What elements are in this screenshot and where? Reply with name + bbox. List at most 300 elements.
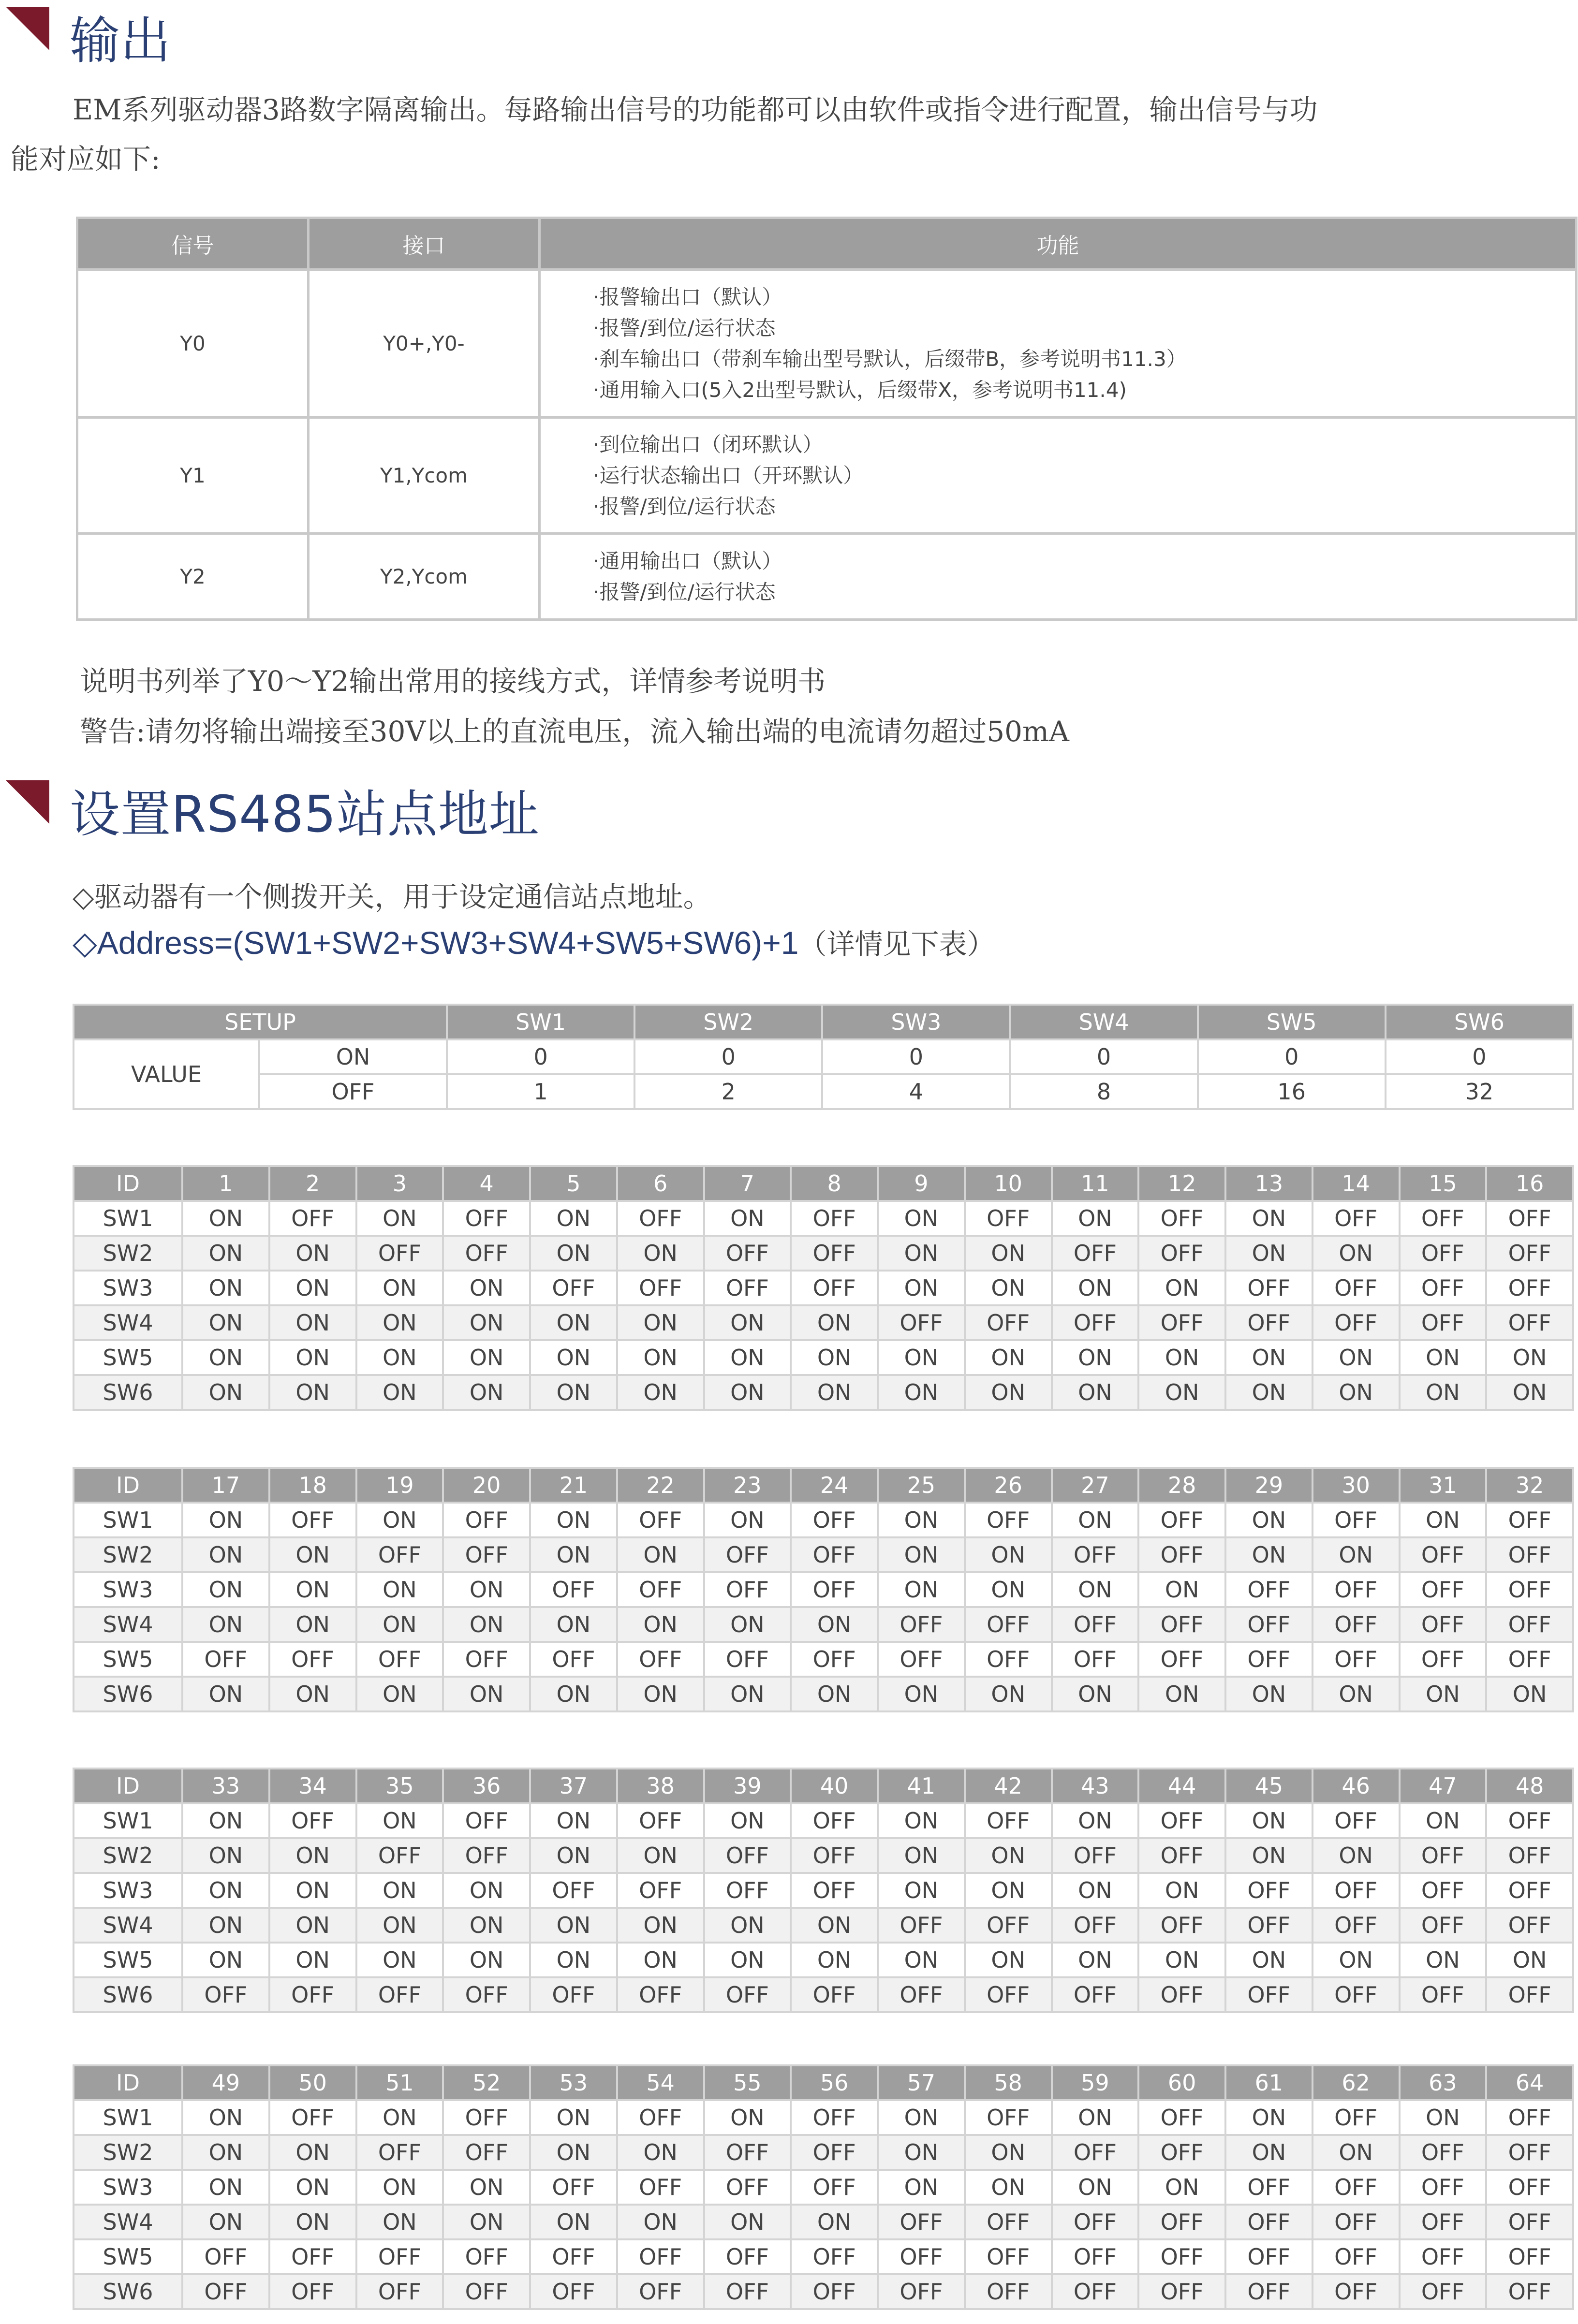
- switch-state-cell: ON: [965, 1537, 1052, 1572]
- output-intro-line2: 能对应如下:: [11, 143, 161, 175]
- switch-state-cell: ON: [1052, 1271, 1139, 1305]
- address-formula: ◇Address=(SW1+SW2+SW3+SW4+SW5+SW6)+1: [73, 925, 799, 961]
- switch-state-cell: OFF: [1400, 2170, 1487, 2205]
- off-value: 8: [1010, 1074, 1197, 1109]
- switch-state-cell: ON: [617, 1838, 704, 1873]
- switch-state-cell: OFF: [1313, 1305, 1400, 1340]
- switch-state-cell: OFF: [965, 1908, 1052, 1943]
- switch-state-cell: OFF: [1138, 1977, 1225, 2012]
- switch-state-cell: OFF: [1225, 1271, 1313, 1305]
- switch-state-cell: OFF: [1486, 1201, 1573, 1236]
- id-number: 26: [965, 1468, 1052, 1503]
- id-number: 14: [1313, 1166, 1400, 1201]
- switch-state-cell: ON: [878, 1838, 965, 1873]
- switch-state-cell: ON: [965, 1873, 1052, 1908]
- switch-state-cell: ON: [356, 2100, 443, 2135]
- switch-state-cell: ON: [530, 1537, 617, 1572]
- id-number: 39: [704, 1769, 791, 1803]
- switch-state-cell: ON: [704, 1340, 791, 1375]
- id-number: 22: [617, 1468, 704, 1503]
- switch-state-cell: OFF: [1400, 2239, 1487, 2274]
- switch-state-cell: OFF: [1052, 1642, 1139, 1677]
- switch-state-cell: OFF: [1486, 2135, 1573, 2170]
- switch-state-cell: ON: [617, 1375, 704, 1410]
- switch-state-cell: OFF: [443, 2135, 530, 2170]
- switch-state-cell: ON: [443, 1375, 530, 1410]
- switch-state-cell: ON: [269, 1236, 356, 1271]
- switch-state-cell: OFF: [878, 2239, 965, 2274]
- function-line: ·运行状态输出口（开环默认）: [593, 463, 864, 487]
- switch-state-cell: ON: [1052, 2100, 1139, 2135]
- switch-state-cell: ON: [1138, 1340, 1225, 1375]
- switch-state-cell: OFF: [443, 1236, 530, 1271]
- id-number: 30: [1313, 1468, 1400, 1503]
- switch-state-cell: ON: [182, 1271, 269, 1305]
- switch-state-cell: OFF: [1138, 1201, 1225, 1236]
- switch-state-cell: OFF: [1313, 1642, 1400, 1677]
- id-number: 56: [791, 2065, 878, 2100]
- switch-state-cell: ON: [791, 1943, 878, 1977]
- id-number: 29: [1225, 1468, 1313, 1503]
- switch-state-cell: OFF: [1225, 1908, 1313, 1943]
- switch-state-cell: ON: [791, 2205, 878, 2239]
- switch-label: SW6: [74, 1677, 182, 1711]
- switch-state-cell: ON: [530, 1677, 617, 1711]
- switch-state-cell: OFF: [1052, 2239, 1139, 2274]
- switch-state-cell: OFF: [791, 1803, 878, 1838]
- id-number: 44: [1138, 1769, 1225, 1803]
- switch-state-cell: OFF: [791, 1537, 878, 1572]
- switch-state-cell: OFF: [791, 1503, 878, 1537]
- switch-state-row: [74, 2170, 1573, 2205]
- function-cell: [540, 534, 1577, 620]
- switch-state-cell: OFF: [1138, 2205, 1225, 2239]
- switch-state-cell: OFF: [1052, 1908, 1139, 1943]
- off-value: 2: [634, 1074, 822, 1109]
- switch-state-cell: OFF: [1138, 2274, 1225, 2309]
- switch-state-cell: ON: [1138, 1572, 1225, 1607]
- switch-state-cell: ON: [356, 2170, 443, 2205]
- signal-cell: Y2: [77, 534, 309, 620]
- switch-state-cell: OFF: [617, 1271, 704, 1305]
- port-cell: Y2,Ycom: [309, 534, 540, 620]
- switch-state-cell: ON: [1225, 1943, 1313, 1977]
- switch-state-cell: OFF: [530, 1271, 617, 1305]
- switch-state-cell: OFF: [530, 1642, 617, 1677]
- switch-state-cell: OFF: [1138, 1236, 1225, 1271]
- switch-state-cell: ON: [965, 2170, 1052, 2205]
- port-cell: Y1,Ycom: [309, 418, 540, 534]
- switch-state-cell: OFF: [791, 1642, 878, 1677]
- on-value: 0: [447, 1039, 634, 1074]
- switch-state-cell: OFF: [182, 1977, 269, 2012]
- switch-state-cell: OFF: [1486, 1607, 1573, 1642]
- switch-state-cell: OFF: [530, 1873, 617, 1908]
- switch-state-cell: OFF: [530, 1572, 617, 1607]
- switch-state-cell: ON: [1313, 1236, 1400, 1271]
- switch-state-row: [74, 1803, 1573, 1838]
- id-number: 27: [1052, 1468, 1139, 1503]
- switch-state-cell: ON: [443, 1607, 530, 1642]
- switch-state-cell: OFF: [1313, 1908, 1400, 1943]
- switch-state-cell: ON: [1138, 1375, 1225, 1410]
- switch-state-cell: ON: [1225, 1201, 1313, 1236]
- switch-state-cell: OFF: [356, 1977, 443, 2012]
- switch-state-cell: ON: [530, 2205, 617, 2239]
- switch-state-row: [74, 1236, 1573, 1271]
- switch-state-cell: ON: [617, 1340, 704, 1375]
- id-number: 58: [965, 2065, 1052, 2100]
- switch-state-cell: OFF: [443, 1803, 530, 1838]
- id-number: 19: [356, 1468, 443, 1503]
- switch-state-row: [74, 1305, 1573, 1340]
- switch-state-cell: ON: [269, 1375, 356, 1410]
- switch-state-cell: ON: [443, 1873, 530, 1908]
- id-number: 49: [182, 2065, 269, 2100]
- id-number: 50: [269, 2065, 356, 2100]
- switch-state-cell: ON: [704, 1503, 791, 1537]
- switch-state-cell: ON: [791, 1607, 878, 1642]
- switch-state-cell: ON: [1313, 1537, 1400, 1572]
- switch-state-row: [74, 1503, 1573, 1537]
- switch-state-cell: ON: [530, 1908, 617, 1943]
- switch-label: SW4: [74, 1607, 182, 1642]
- output-row-y2: [77, 534, 1577, 620]
- switch-state-cell: ON: [1052, 2170, 1139, 2205]
- switch-state-row: [74, 1838, 1573, 1873]
- id-number: 18: [269, 1468, 356, 1503]
- output-signal-table: [76, 217, 1578, 621]
- id-number: 31: [1400, 1468, 1487, 1503]
- switch-state-cell: ON: [182, 1503, 269, 1537]
- switch-state-cell: ON: [617, 1305, 704, 1340]
- rs485-line1: ◇驱动器有一个侧拨开关，用于设定通信站点地址。: [73, 880, 711, 913]
- switch-state-cell: OFF: [1400, 1607, 1487, 1642]
- switch-state-cell: ON: [878, 1201, 965, 1236]
- id-number: 47: [1400, 1769, 1487, 1803]
- switch-state-cell: OFF: [617, 1642, 704, 1677]
- switch-state-cell: OFF: [1313, 2100, 1400, 2135]
- switch-state-cell: ON: [356, 1803, 443, 1838]
- switch-state-row: [74, 1537, 1573, 1572]
- switch-state-row: [74, 1977, 1573, 2012]
- id-number: 24: [791, 1468, 878, 1503]
- switch-value-header: [74, 1005, 1573, 1039]
- output-note2: 警告:请勿将输出端接至30V以上的直流电压，流入输出端的电流请勿超过50mA: [80, 715, 1069, 748]
- id-table: [73, 1467, 1574, 1712]
- switch-state-cell: OFF: [1052, 1305, 1139, 1340]
- id-header-row: [74, 1769, 1573, 1803]
- switch-state-cell: ON: [182, 1201, 269, 1236]
- switch-state-cell: ON: [356, 1607, 443, 1642]
- id-number: 48: [1486, 1769, 1573, 1803]
- switch-state-cell: OFF: [1052, 1977, 1139, 2012]
- switch-state-cell: ON: [1225, 1838, 1313, 1873]
- switch-state-cell: OFF: [1486, 1838, 1573, 1873]
- switch-state-cell: ON: [182, 2135, 269, 2170]
- switch-state-cell: ON: [182, 1803, 269, 1838]
- switch-state-cell: OFF: [1225, 1572, 1313, 1607]
- output-note1: 说明书列举了Y0～Y2输出常用的接线方式，详情参考说明书: [80, 665, 826, 698]
- id-number: 63: [1400, 2065, 1487, 2100]
- switch-state-cell: ON: [965, 1572, 1052, 1607]
- output-table-header: [77, 218, 1577, 270]
- switch-state-cell: OFF: [1400, 1838, 1487, 1873]
- switch-state-cell: OFF: [1138, 1607, 1225, 1642]
- switch-state-cell: OFF: [1225, 1977, 1313, 2012]
- switch-state-cell: OFF: [704, 1642, 791, 1677]
- switch-state-cell: OFF: [1225, 1873, 1313, 1908]
- id-header-row: [74, 1468, 1573, 1503]
- id-number: 4: [443, 1166, 530, 1201]
- switch-state-cell: OFF: [965, 1503, 1052, 1537]
- switch-state-cell: ON: [704, 1943, 791, 1977]
- switch-state-cell: OFF: [443, 1642, 530, 1677]
- switch-state-cell: OFF: [1400, 1977, 1487, 2012]
- switch-state-cell: OFF: [1138, 1803, 1225, 1838]
- switch-state-cell: ON: [965, 1838, 1052, 1873]
- switch-state-cell: ON: [269, 2135, 356, 2170]
- switch-state-cell: ON: [443, 2205, 530, 2239]
- switch-state-row: [74, 1677, 1573, 1711]
- switch-state-cell: OFF: [617, 2100, 704, 2135]
- switch-state-cell: OFF: [617, 2274, 704, 2309]
- switch-state-cell: OFF: [1400, 1201, 1487, 1236]
- switch-state-cell: ON: [356, 1572, 443, 1607]
- switch-state-cell: ON: [1225, 1340, 1313, 1375]
- output-intro-line1: EM系列驱动器3路数字隔离输出。每路输出信号的功能都可以由软件或指令进行配置，输出信号与功: [73, 93, 1318, 126]
- signal-cell: Y0: [77, 270, 309, 418]
- switch-state-cell: ON: [182, 1305, 269, 1340]
- switch-state-cell: ON: [1313, 1677, 1400, 1711]
- rs485-heading: [0, 774, 540, 846]
- switch-state-cell: ON: [1052, 1873, 1139, 1908]
- id-number: 6: [617, 1166, 704, 1201]
- switch-state-cell: ON: [1138, 1271, 1225, 1305]
- switch-state-cell: ON: [182, 1838, 269, 1873]
- switch-state-cell: OFF: [1400, 2205, 1487, 2239]
- switch-state-cell: OFF: [1225, 2274, 1313, 2309]
- switch-state-cell: ON: [1225, 1503, 1313, 1537]
- id-number: 35: [356, 1769, 443, 1803]
- id-number: 20: [443, 1468, 530, 1503]
- switch-state-cell: OFF: [269, 1503, 356, 1537]
- id-number: 51: [356, 2065, 443, 2100]
- switch-state-cell: OFF: [1486, 1271, 1573, 1305]
- switch-state-cell: ON: [878, 2135, 965, 2170]
- switch-label: SW1: [74, 1201, 182, 1236]
- switch-state-cell: OFF: [791, 1873, 878, 1908]
- switch-state-cell: OFF: [182, 1642, 269, 1677]
- switch-state-cell: ON: [1225, 2135, 1313, 2170]
- switch-state-cell: ON: [356, 1271, 443, 1305]
- switch-state-cell: ON: [1486, 1677, 1573, 1711]
- switch-state-row: [74, 2135, 1573, 2170]
- switch-state-cell: OFF: [443, 1537, 530, 1572]
- switch-state-cell: ON: [791, 1677, 878, 1711]
- switch-state-cell: OFF: [791, 2135, 878, 2170]
- switch-state-cell: ON: [530, 2100, 617, 2135]
- id-number: 32: [1486, 1468, 1573, 1503]
- switch-label: SW4: [74, 2205, 182, 2239]
- heading-triangle-icon: [6, 7, 49, 50]
- switch-state-cell: ON: [1313, 2135, 1400, 2170]
- switch-state-cell: ON: [1052, 1201, 1139, 1236]
- switch-state-cell: OFF: [530, 1977, 617, 2012]
- function-line: ·报警/到位/运行状态: [593, 580, 776, 604]
- id-number: 12: [1138, 1166, 1225, 1201]
- id-number: 3: [356, 1166, 443, 1201]
- switch-state-cell: ON: [269, 1873, 356, 1908]
- switch-state-cell: OFF: [443, 1201, 530, 1236]
- switch-state-row: [74, 1943, 1573, 1977]
- on-value: 0: [1386, 1039, 1573, 1074]
- switch-state-cell: OFF: [1138, 1503, 1225, 1537]
- switch-state-cell: OFF: [1486, 1572, 1573, 1607]
- switch-state-cell: OFF: [704, 2135, 791, 2170]
- switch-state-cell: OFF: [1313, 1607, 1400, 1642]
- id-table: [73, 1768, 1574, 2013]
- switch-state-cell: ON: [269, 1677, 356, 1711]
- switch-state-cell: OFF: [443, 2239, 530, 2274]
- switch-state-cell: ON: [530, 1340, 617, 1375]
- switch-state-cell: ON: [878, 1271, 965, 1305]
- switch-state-cell: ON: [791, 1305, 878, 1340]
- id-number: 28: [1138, 1468, 1225, 1503]
- switch-state-cell: OFF: [356, 2274, 443, 2309]
- switch-state-cell: OFF: [1138, 1838, 1225, 1873]
- on-value: 0: [1198, 1039, 1386, 1074]
- switch-state-cell: ON: [356, 1677, 443, 1711]
- switch-state-cell: OFF: [530, 2274, 617, 2309]
- switch-state-cell: ON: [356, 1908, 443, 1943]
- switch-state-cell: ON: [1052, 1375, 1139, 1410]
- switch-state-cell: ON: [878, 2100, 965, 2135]
- switch-state-cell: ON: [1138, 1943, 1225, 1977]
- output-row-y0: [77, 270, 1577, 418]
- id-number: 23: [704, 1468, 791, 1503]
- switch-state-cell: ON: [182, 1340, 269, 1375]
- function-line: ·报警/到位/运行状态: [593, 494, 776, 518]
- switch-state-cell: OFF: [617, 1873, 704, 1908]
- switch-state-cell: ON: [356, 1375, 443, 1410]
- function-line: ·报警输出口（默认）: [593, 285, 782, 309]
- switch-header: SW1: [447, 1005, 634, 1039]
- switch-state-cell: OFF: [1052, 2135, 1139, 2170]
- switch-state-cell: OFF: [1400, 1305, 1487, 1340]
- switch-state-cell: ON: [443, 1271, 530, 1305]
- id-number: 45: [1225, 1769, 1313, 1803]
- id-number: 61: [1225, 2065, 1313, 2100]
- switch-state-cell: ON: [1313, 1340, 1400, 1375]
- switch-state-cell: OFF: [617, 1201, 704, 1236]
- switch-state-cell: ON: [1313, 1375, 1400, 1410]
- id-number: 21: [530, 1468, 617, 1503]
- switch-state-cell: OFF: [704, 2170, 791, 2205]
- switch-state-cell: OFF: [791, 1572, 878, 1607]
- switch-state-row: [74, 1607, 1573, 1642]
- switch-state-cell: ON: [356, 2205, 443, 2239]
- switch-state-cell: OFF: [269, 2239, 356, 2274]
- switch-state-cell: OFF: [617, 1503, 704, 1537]
- switch-state-cell: ON: [704, 1607, 791, 1642]
- switch-state-cell: OFF: [1400, 1873, 1487, 1908]
- switch-state-cell: ON: [878, 1503, 965, 1537]
- switch-state-cell: ON: [1486, 1340, 1573, 1375]
- id-number: 33: [182, 1769, 269, 1803]
- id-number: 10: [965, 1166, 1052, 1201]
- switch-state-cell: ON: [1225, 1236, 1313, 1271]
- switch-state-row: [74, 1201, 1573, 1236]
- switch-state-cell: OFF: [1400, 2274, 1487, 2309]
- switch-state-cell: OFF: [617, 2239, 704, 2274]
- id-number: 16: [1486, 1166, 1573, 1201]
- switch-state-cell: ON: [269, 1943, 356, 1977]
- switch-state-cell: ON: [965, 1943, 1052, 1977]
- off-value: 32: [1386, 1074, 1573, 1109]
- switch-header: SW2: [634, 1005, 822, 1039]
- switch-label: SW3: [74, 1873, 182, 1908]
- function-line: ·刹车输出口（带刹车输出型号默认，后缀带B，参考说明书11.3）: [593, 347, 1187, 371]
- id-table: [73, 1165, 1574, 1411]
- function-line: ·通用输入口(5入2出型号默认，后缀带X，参考说明书11.4): [593, 378, 1127, 402]
- switch-state-cell: OFF: [791, 1838, 878, 1873]
- switch-state-cell: OFF: [791, 1977, 878, 2012]
- switch-state-cell: ON: [878, 1375, 965, 1410]
- id-number: 43: [1052, 1769, 1139, 1803]
- switch-state-cell: ON: [878, 1803, 965, 1838]
- switch-state-cell: OFF: [1400, 1572, 1487, 1607]
- output-row-y1: [77, 418, 1577, 534]
- switch-label: SW2: [74, 1537, 182, 1572]
- switch-state-cell: OFF: [1400, 1236, 1487, 1271]
- switch-state-cell: ON: [1313, 1943, 1400, 1977]
- id-number: 8: [791, 1166, 878, 1201]
- switch-state-cell: ON: [356, 1340, 443, 1375]
- switch-state-cell: OFF: [704, 1537, 791, 1572]
- switch-state-cell: OFF: [1486, 2170, 1573, 2205]
- off-value: 4: [822, 1074, 1010, 1109]
- switch-state-cell: OFF: [1486, 2274, 1573, 2309]
- function-cell: [540, 270, 1577, 418]
- switch-state-cell: ON: [443, 1943, 530, 1977]
- switch-state-cell: ON: [269, 1908, 356, 1943]
- switch-label: SW6: [74, 1977, 182, 2012]
- switch-state-cell: OFF: [356, 1642, 443, 1677]
- switch-state-cell: ON: [1052, 1340, 1139, 1375]
- switch-state-cell: ON: [530, 1943, 617, 1977]
- on-value: 0: [822, 1039, 1010, 1074]
- id-number: 53: [530, 2065, 617, 2100]
- switch-state-cell: OFF: [182, 2239, 269, 2274]
- switch-state-cell: ON: [1138, 1677, 1225, 1711]
- switch-state-cell: ON: [443, 1572, 530, 1607]
- switch-state-cell: ON: [443, 1677, 530, 1711]
- switch-state-cell: ON: [182, 2205, 269, 2239]
- switch-state-cell: ON: [878, 2170, 965, 2205]
- switch-state-cell: OFF: [1052, 1838, 1139, 1873]
- switch-state-row: [74, 1908, 1573, 1943]
- switch-label: SW5: [74, 1943, 182, 1977]
- switch-state-cell: OFF: [1138, 1537, 1225, 1572]
- switch-state-cell: ON: [1138, 2170, 1225, 2205]
- switch-label: SW1: [74, 2100, 182, 2135]
- switch-header: SW4: [1010, 1005, 1197, 1039]
- id-number: 2: [269, 1166, 356, 1201]
- id-number: 1: [182, 1166, 269, 1201]
- switch-state-cell: OFF: [269, 2100, 356, 2135]
- address-formula-note: （详情见下表）: [798, 928, 995, 961]
